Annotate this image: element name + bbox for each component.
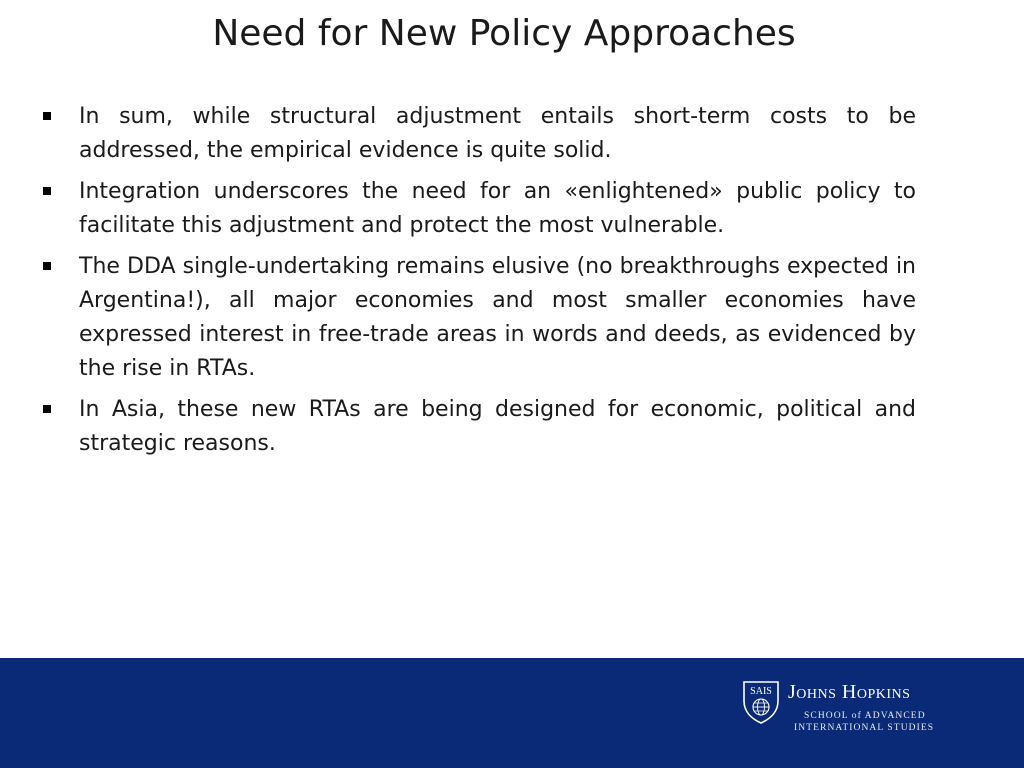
bullet-item [40,393,916,461]
bullet-item [40,175,916,243]
bullet-item [40,250,916,386]
bullet-text: Integration underscores the need for an «enlightened» public policy to facilitate this adjustment and protect the most vulnerable. [79,179,916,238]
square-bullet-icon [43,405,51,413]
square-bullet-icon [43,112,51,120]
bullet-item [40,100,916,168]
slide-title: Need for New Policy Approaches [212,13,796,54]
square-bullet-icon [43,262,51,270]
bullet-text: In Asia, these new RTAs are being designed for economic, political and strategic reasons. [79,397,916,456]
sais-crest-icon [741,679,781,725]
logo-name: Johns Hopkins [788,681,911,703]
crest-text: SAIS [750,686,772,697]
bullet-list [40,100,916,468]
square-bullet-icon [43,187,51,195]
bullet-text: The DDA single-undertaking remains elusive (no breakthroughs expected in Argentina!), all major economies and most smaller economies have expressed interest in free-trade areas in words and deeds, as evidenced by the rise in RTAs. [79,254,916,381]
logo-subtitle-line2: INTERNATIONAL STUDIES [794,723,935,733]
sais-johns-hopkins-logo [741,679,961,739]
logo-subtitle-line1: SCHOOL of ADVANCED [804,711,926,721]
bullet-text: In sum, while structural adjustment entails short-term costs to be addressed, the empirical evidence is quite solid. [79,104,916,163]
